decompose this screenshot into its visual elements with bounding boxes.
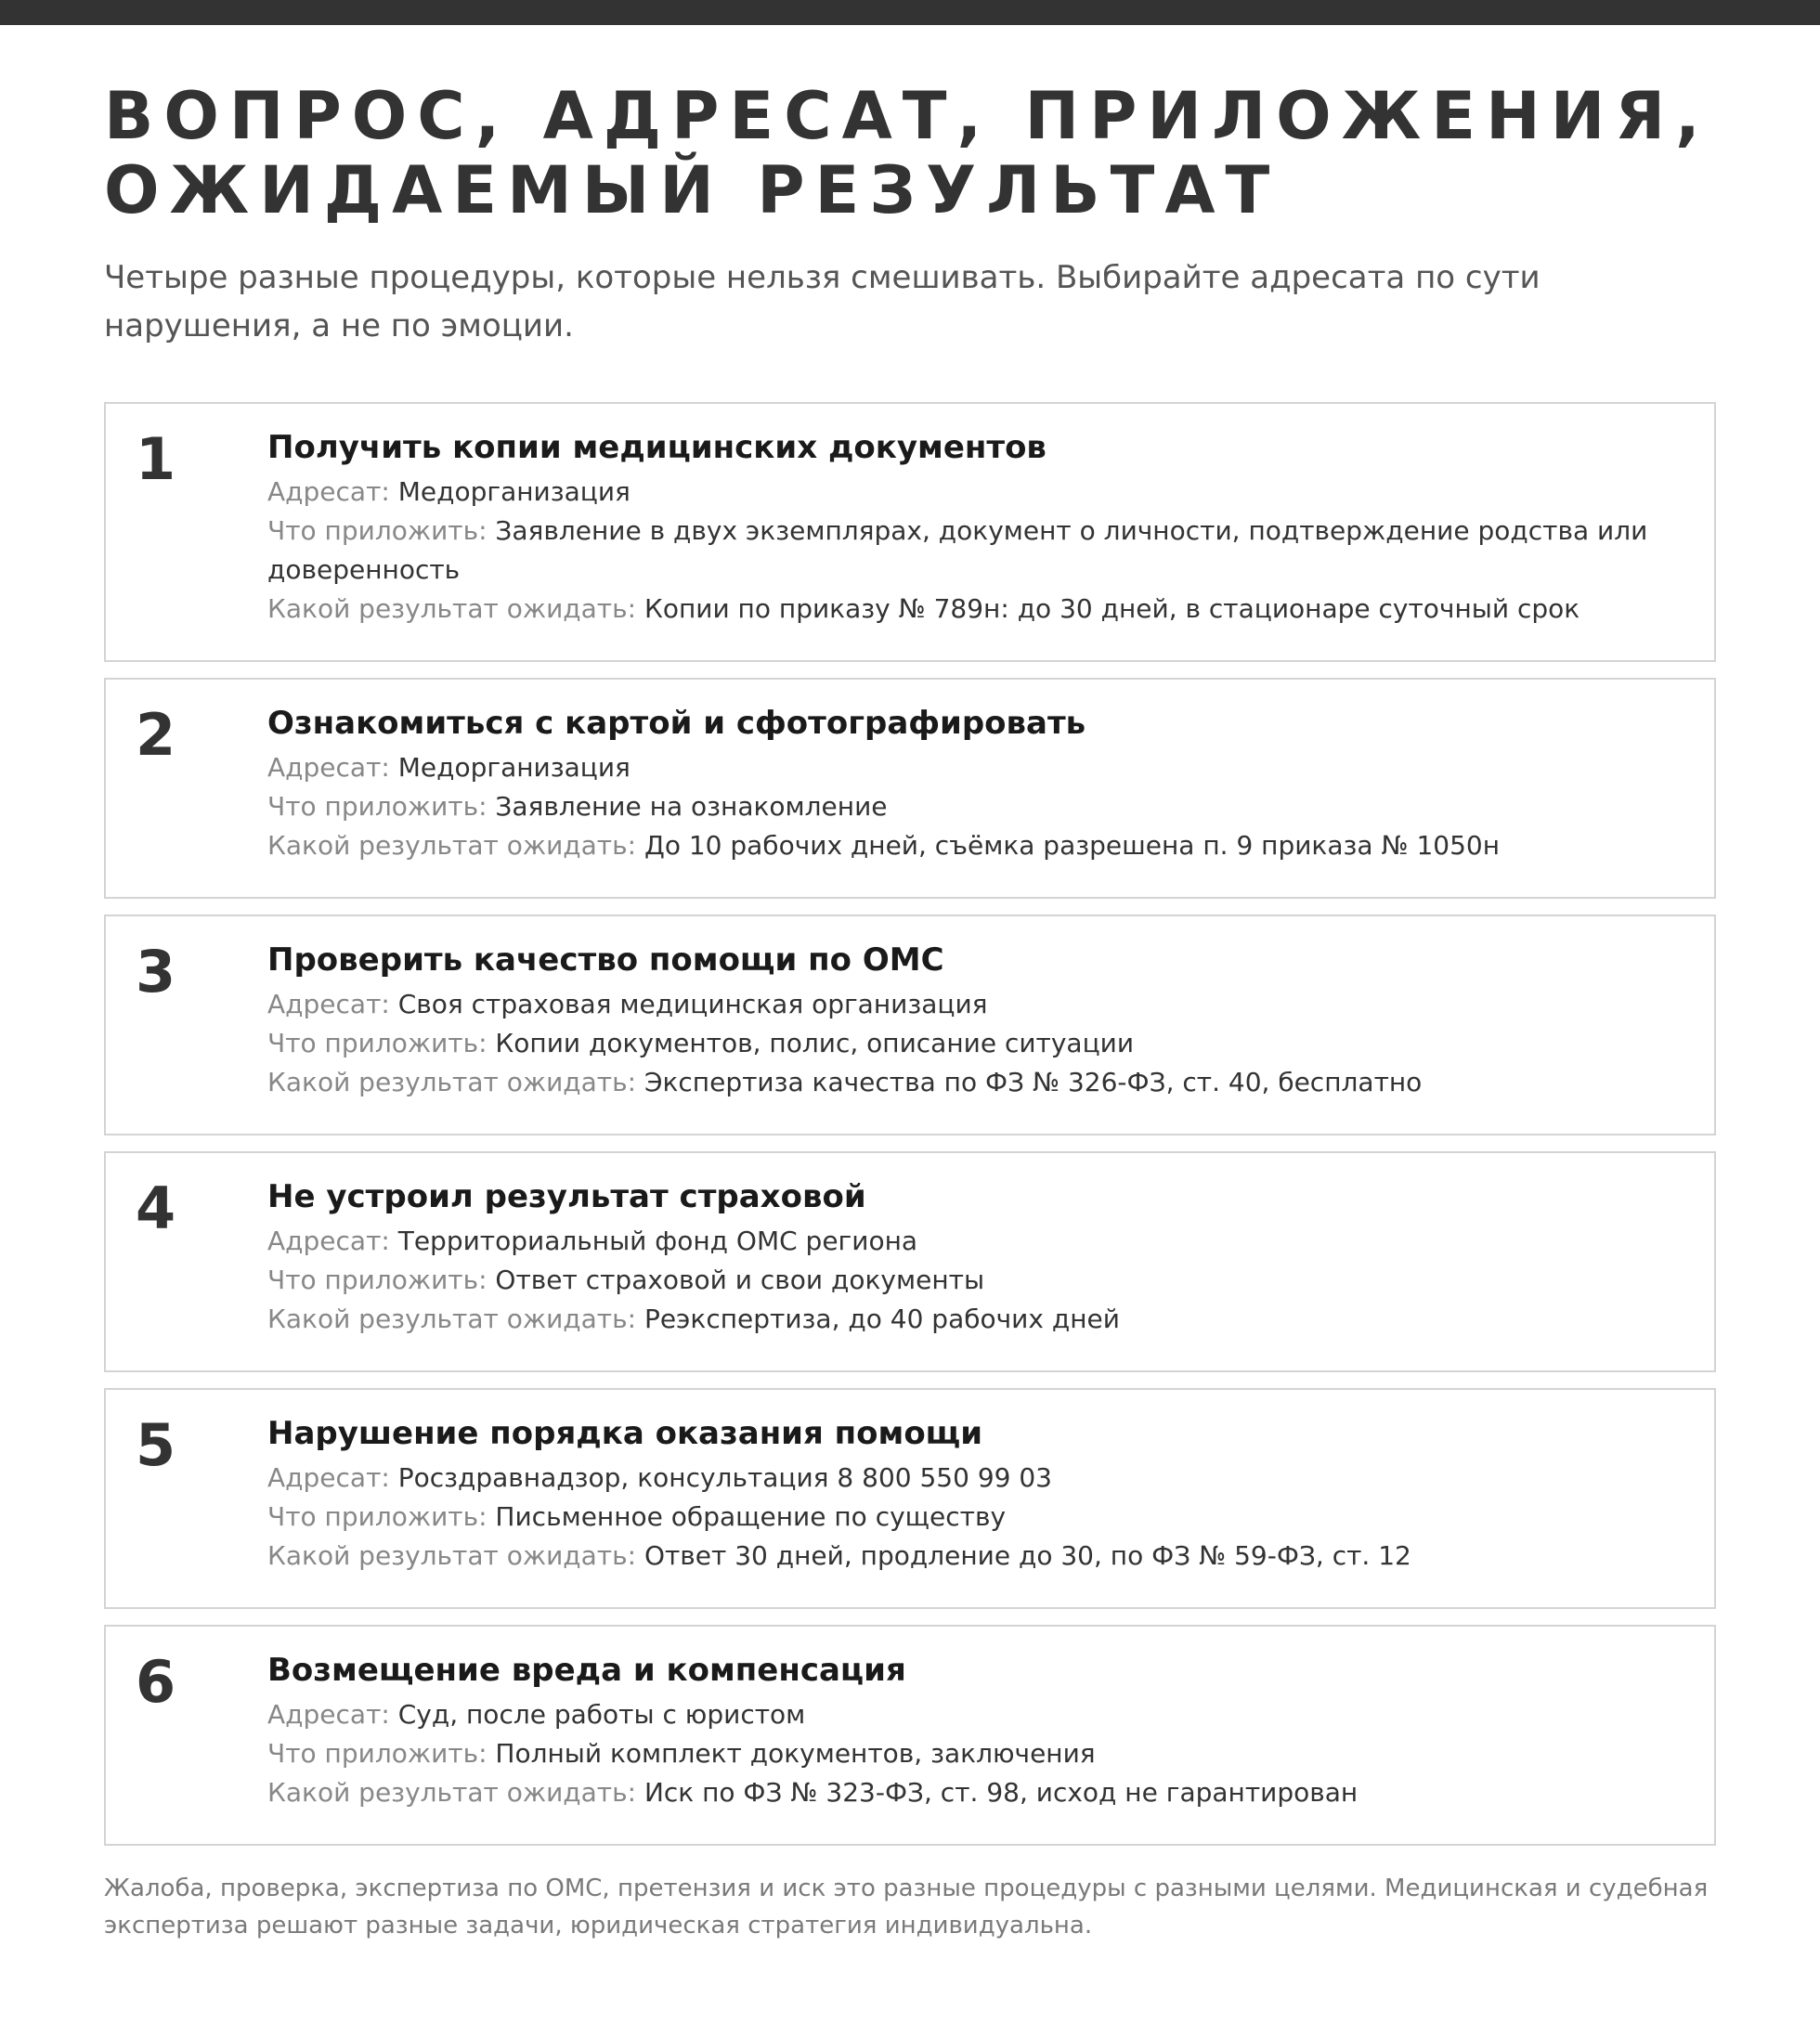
- card-title: Не устроил результат страховой: [267, 1178, 866, 1215]
- result-value: Экспертиза качества по ФЗ № 326-ФЗ, ст. 40, бесплатно: [644, 1067, 1423, 1097]
- procedure-card: [104, 402, 1716, 662]
- page-content: [104, 25, 1716, 1968]
- attach-value: Полный комплект документов, заключения: [495, 1738, 1096, 1769]
- addressee-value: Медорганизация: [397, 752, 630, 783]
- attach-row: [267, 1498, 1658, 1537]
- attach-label: Что приложить:: [267, 515, 488, 546]
- top-bar: [0, 0, 1820, 25]
- addressee-label: Адресат:: [267, 476, 390, 507]
- result-value: До 10 рабочих дней, съёмка разрешена п. 9 приказа № 1050н: [644, 830, 1501, 861]
- addressee-label: Адресат:: [267, 1462, 390, 1493]
- result-value: Копии по приказу № 789н: до 30 дней, в стационаре суточный срок: [644, 593, 1580, 624]
- card-number: 2: [136, 701, 176, 769]
- result-value: Реэкспертиза, до 40 рабочих дней: [644, 1304, 1120, 1334]
- attach-row: [267, 787, 1658, 826]
- card-title: Нарушение порядка оказания помощи: [267, 1415, 983, 1452]
- page-title: ВОПРОС, АДРЕСАТ, ПРИЛОЖЕНИЯ, ОЖИДАЕМЫЙ РЕЗУЛЬТАТ: [104, 78, 1710, 228]
- card-number: 1: [136, 425, 176, 493]
- attach-value: Заявление на ознакомление: [495, 791, 888, 822]
- card-title: Ознакомиться с картой и сфотографировать: [267, 705, 1086, 742]
- attach-label: Что приложить:: [267, 1738, 488, 1769]
- addressee-row: [267, 748, 1658, 787]
- addressee-label: Адресат:: [267, 1699, 390, 1730]
- addressee-row: [267, 985, 1658, 1024]
- addressee-value: Своя страховая медицинская организация: [397, 989, 988, 1019]
- result-value: Иск по ФЗ № 323-ФЗ, ст. 98, исход не гарантирован: [644, 1777, 1358, 1808]
- card-title: Проверить качество помощи по ОМС: [267, 941, 944, 979]
- addressee-row: [267, 473, 1658, 512]
- attach-value: Заявление в двух экземплярах, документ о личности, подтверждение родства или доверенность: [267, 515, 1648, 585]
- attach-row: [267, 1024, 1658, 1063]
- result-row: [267, 1063, 1658, 1102]
- result-value: Ответ 30 дней, продление до 30, по ФЗ № 59-ФЗ, ст. 12: [644, 1540, 1411, 1571]
- result-row: [267, 1300, 1658, 1339]
- card-number: 3: [136, 938, 176, 1006]
- result-label: Какой результат ожидать:: [267, 1067, 637, 1097]
- procedure-card: [104, 1625, 1716, 1846]
- card-title: Получить копии медицинских документов: [267, 429, 1046, 466]
- attach-value: Копии документов, полис, описание ситуации: [495, 1028, 1135, 1058]
- attach-row: [267, 1261, 1658, 1300]
- result-label: Какой результат ожидать:: [267, 1777, 637, 1808]
- footnote: Жалоба, проверка, экспертиза по ОМС, претензия и иск это разные процедуры с разными целями. Медицинская и судебная экспертиза решают разные задачи, юридическая стратегия индивидуальна.: [104, 1875, 1709, 1940]
- addressee-value: Суд, после работы с юристом: [397, 1699, 806, 1730]
- addressee-label: Адресат:: [267, 989, 390, 1019]
- procedure-card: [104, 915, 1716, 1135]
- procedure-card: [104, 1151, 1716, 1372]
- addressee-row: [267, 1695, 1658, 1734]
- card-number: 5: [136, 1411, 176, 1479]
- addressee-value: Росздравнадзор, консультация 8 800 550 99 03: [397, 1462, 1052, 1493]
- result-row: [267, 826, 1658, 865]
- attach-label: Что приложить:: [267, 1265, 488, 1295]
- result-label: Какой результат ожидать:: [267, 1540, 637, 1571]
- attach-row: [267, 1734, 1658, 1773]
- attach-value: Ответ страховой и свои документы: [495, 1265, 985, 1295]
- addressee-label: Адресат:: [267, 752, 390, 783]
- result-row: [267, 590, 1658, 629]
- card-number: 6: [136, 1648, 176, 1716]
- procedure-list: [104, 402, 1716, 1846]
- addressee-value: Территориальный фонд ОМС региона: [397, 1226, 918, 1256]
- result-row: [267, 1773, 1658, 1812]
- card-number: 4: [136, 1174, 176, 1242]
- addressee-value: Медорганизация: [397, 476, 630, 507]
- addressee-label: Адресат:: [267, 1226, 390, 1256]
- procedure-card: [104, 1388, 1716, 1609]
- page-subtitle: Четыре разные процедуры, которые нельзя смешивать. Выбирайте адресата по сути нарушения, а не по эмоции.: [104, 259, 1540, 344]
- attach-label: Что приложить:: [267, 1028, 488, 1058]
- addressee-row: [267, 1222, 1658, 1261]
- result-label: Какой результат ожидать:: [267, 830, 637, 861]
- result-label: Какой результат ожидать:: [267, 1304, 637, 1334]
- card-title: Возмещение вреда и компенсация: [267, 1652, 906, 1689]
- result-label: Какой результат ожидать:: [267, 593, 637, 624]
- addressee-row: [267, 1459, 1658, 1498]
- attach-value: Письменное обращение по существу: [495, 1501, 1007, 1532]
- attach-row: [267, 512, 1658, 590]
- result-row: [267, 1537, 1658, 1576]
- attach-label: Что приложить:: [267, 1501, 488, 1532]
- procedure-card: [104, 678, 1716, 899]
- attach-label: Что приложить:: [267, 791, 488, 822]
